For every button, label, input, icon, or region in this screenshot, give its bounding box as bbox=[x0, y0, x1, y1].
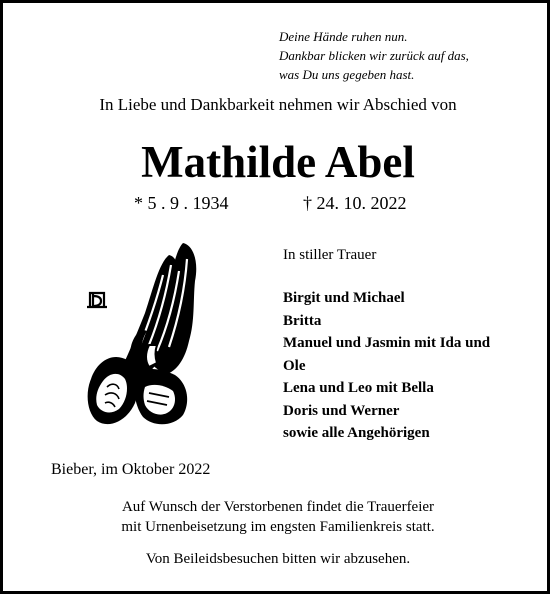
monogram-icon bbox=[87, 293, 107, 307]
family-member: Manuel und Jasmin mit Ida und bbox=[283, 335, 491, 351]
birth-date: * 5 . 9 . 1934 bbox=[134, 193, 229, 213]
praying-hands-icon bbox=[83, 241, 213, 431]
family-list bbox=[283, 287, 490, 445]
place-date: Bieber, im Oktober 2022 bbox=[51, 461, 211, 478]
motto-verse bbox=[279, 27, 469, 84]
motto-line: Dankbar blicken wir zurück auf das, bbox=[279, 48, 469, 63]
mourning-label: In stiller Trauer bbox=[283, 247, 377, 263]
funeral-notice bbox=[3, 497, 550, 537]
closing-note: Von Beileidsbesuchen bitten wir abzusehen. bbox=[145, 551, 411, 567]
notice-line: mit Urnenbeisetzung im engsten Familienkreis statt. bbox=[121, 519, 435, 535]
family-member: Ole bbox=[283, 357, 306, 374]
hands-drawing bbox=[88, 243, 197, 424]
family-member: sowie alle Angehörigen bbox=[283, 425, 430, 441]
notice-line: Auf Wunsch der Verstorbenen findet die Trauerfeier bbox=[121, 499, 435, 515]
deceased-name: Mathilde Abel bbox=[141, 137, 415, 187]
family-member: Doris und Werner bbox=[283, 402, 400, 419]
death-date: † 24. 10. 2022 bbox=[303, 193, 407, 213]
family-member: Birgit und Michael bbox=[283, 290, 405, 306]
family-member: Britta bbox=[283, 312, 322, 329]
motto-line: was Du uns gegeben hast. bbox=[279, 67, 415, 82]
motto-line: Deine Hände ruhen nun. bbox=[279, 29, 408, 44]
family-member: Lena und Leo mit Bella bbox=[283, 380, 434, 396]
intro-text: In Liebe und Dankbarkeit nehmen wir Abschied von bbox=[99, 95, 457, 114]
